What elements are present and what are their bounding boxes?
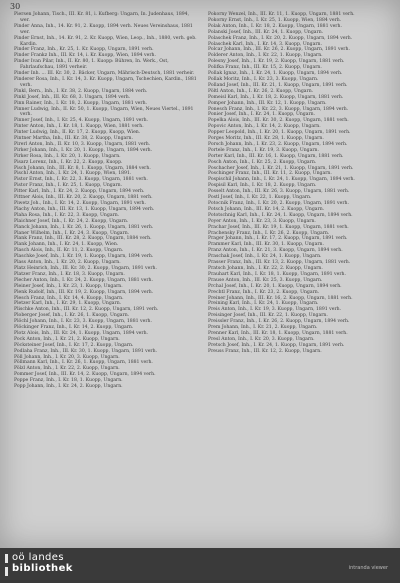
directory-entry: Pirker Johann, Inh., I. Kr. 20, 1. Kuopp, Ungarn, 1894 verh. <box>14 147 153 153</box>
directory-entry: Porges Moritz, Inh., III. Kr. 28, 1. Kuopp, Ungarn. <box>208 136 324 142</box>
directory-entry: Prammer Karl, Inh., III. Kr. 30, 1. Kuopp, Ungarn. <box>208 242 324 248</box>
directory-entry: Porter Karl, Inh., III. Kr. 16, 1. Kuopp, Ungarn, 1881 verh. <box>208 153 344 159</box>
library-logo-icon <box>5 554 8 576</box>
directory-entry: Preuss Franz, Inh., III. Kr. 12, 2. Kuopp, Ungarn. <box>208 348 322 354</box>
directory-entry: Polland Josef, Inh., III. Kr. 21, 1. Kuopp, Ungarn, 1891 verh. <box>208 82 348 88</box>
directory-entry: Plöchl Johann, Inh., I. Kr. 23, 3. Kuopp, Ungarn, 1881 verh. <box>14 319 152 325</box>
directory-entry: Pöll Johann, Inh., I. Kr. 20, 3. Kuopp, Ungarn. <box>14 354 120 360</box>
directory-entry: Pleiner Josef, Inh., I. Kr. 23, 1. Kuopp, Ungarn. <box>14 283 123 289</box>
directory-entry: Pomeisl Karl, Inh., I. Kr. 18, 2. Kuopp, Ungarn, 1881 verh. <box>208 94 344 100</box>
right-column <box>208 12 393 355</box>
directory-entry: Preisinger Josef, Inh., III. Kr. 22, 1. Kuopp, Ungarn. <box>208 313 328 319</box>
directory-entry: Plotz Alois, Inh., III. Kr. 24, 1. Kuopp, Ungarn, 1894 verh. <box>14 330 149 336</box>
left-column <box>14 12 199 390</box>
directory-entry: Pitter Karl, Inh., I. Kr. 24, 2. Kuopp, Ungarn, 1894 verh. <box>14 189 145 195</box>
directory-entry: Pistor Franz, Inh., I. Kr. 25, 1. Kuopp, Ungarn. <box>14 183 123 189</box>
directory-entry: Poppe Franz, Inh., I. Kr. 18, 1. Kuopp, Ungarn. <box>14 378 123 384</box>
directory-entry: Platz Heinrich, Inh., III. Kr. 30, 2. Kuopp, Ungarn, 1891 verh. <box>14 265 157 271</box>
directory-entry: Plöckinger Franz, Inh., I. Kr. 14, 2. Kuopp, Ungarn. <box>14 325 134 331</box>
directory-entry: Posselt Anton, Inh., III. Kr. 26, 3. Kuopp, Ungarn, 1881 verh. <box>208 189 350 195</box>
directory-entry: Praschak Josef, Inh., I. Kr. 24, 1. Kuopp, Ungarn. <box>208 254 322 260</box>
directory-entry: Plecher Anton, Inh., I. Kr. 24, 2. Kuopp, Ungarn, 1881 verh. <box>14 277 153 283</box>
directory-entry: Ploberger Josef, Inh., I. Kr. 26, 1. Kuopp, Ungarn. <box>14 313 130 319</box>
directory-entry: Popelka Alois, Inh., III. Kr. 30, 2. Kuopp, Ungarn, 1881 verh. <box>208 118 349 124</box>
directory-entry: Plachy Anton, Inh., III. Kr. 13, 1. Kuopp, Ungarn, 1894 verh. <box>14 206 155 212</box>
directory-entry: Popovic Anton, Inh., I. Kr. 14, 2. Kuopp, Ungarn. <box>208 124 321 130</box>
directory-entry: Pletzer Karl, Inh., I. Kr. 29, 1. Kuopp, Ungarn. <box>14 301 122 307</box>
directory-entry: Pinkl, Bern., Inh., I. Kr. 38, 2. Kuopp, Ungarn, 1884 verh. <box>14 88 148 94</box>
directory-entry: Polesny Josef, Inh., I. Kr. 19, 2. Kuopp, Ungarn, 1881 verh. <box>208 59 345 65</box>
directory-entry: Pinder Ernst, Inh., 14. Kr. 91, 2. Kr. Kuopp, Wien, Leop., Inh., 1880, verh. geb. Kardin. <box>14 35 197 47</box>
directory-entry: Pöltl Anton, Inh., I. Kr. 26, 2. Kuopp, Ungarn. <box>208 88 314 94</box>
directory-entry: Pölzl Anton, Inh., I. Kr. 22, 2. Kuopp, Ungarn. <box>14 366 120 372</box>
directory-entry: Polak Anton, Inh., I. Kr. 18, 2. Kuopp, Ungarn, 1881 verh. <box>208 23 342 29</box>
directory-entry: Pisarz Lorenz, Inh., I. Kr. 22, 2. Kuopp, Kuopp. <box>14 159 123 165</box>
directory-entry: Poschinger Franz, Inh., III. Kr. 11, 2. Kuopp, Ungarn. <box>208 171 332 177</box>
directory-entry: Pretsch Josef, Inh., I. Kr. 24, 1. Kuopp, Ungarn, 1891 verh. <box>208 342 345 348</box>
directory-entry: Prem Johann, Inh., I. Kr. 21, 2. Kuopp, Ungarn. <box>208 325 318 331</box>
directory-entry: Prauhart Karl, Inh., I. Kr. 18, 1. Kuopp, Ungarn, 1891 verh. <box>208 271 346 277</box>
directory-entry: Plank Johann, Inh., I. Kr. 24, 1. Kuopp, Wien. <box>14 242 119 248</box>
directory-entry: Pirerl Anton, Inh., II. Kr. 10, 3. Kuopp, Ungarn, 1881 verh. <box>14 141 151 147</box>
directory-entry: Preining Karl, Inh., I. Kr. 24, 1. Kuopp, Ungarn. <box>208 301 319 307</box>
directory-entry: Pischl Anton, Inh., I. Kr. 24, 1. Kuopp, Wien, 1891. <box>14 171 132 177</box>
directory-entry: Popper Leopold, Inh., I. Kr. 20, 1. Kuopp, Ungarn, 1891 verh. <box>208 130 351 136</box>
directory-entry: Piwetz Joh., Inh., I. Kr. 14, 2. Kuopp, Ungarn, 1891 verh. <box>14 201 146 206</box>
directory-entry: Preis Anton, Inh., I. Kr. 19, 3. Kuopp, Ungarn, 1891 verh. <box>208 307 342 313</box>
directory-entry: Pirker Rosa, Inh., I. Kr. 20, 1. Kuopp, Ungarn. <box>14 153 121 159</box>
directory-entry: Polifka Franz, Inh., III. Kr. 15, 2. Kuopp, Ungarn. <box>208 65 322 71</box>
directory-entry: Popp Johann, Inh., I. Kr. 24, 2. Kuopp, Ungarn. <box>14 384 123 390</box>
directory-entry: Posch Anton, Inh., I. Kr. 25, 2. Kuopp, Ungarn. <box>208 159 317 165</box>
directory-entry: Potocnik Franz, Inh., I. Kr. 20, 2. Kuopp, Ungarn, 1891 verh. <box>208 201 349 206</box>
directory-entry: Plaha Rosa, Inh., I. Kr. 22, 3. Kuopp, Ungarn. <box>14 212 120 218</box>
page-number: 30 <box>10 2 21 11</box>
directory-entry: Pratsch Johann, Inh., I. Kr. 22, 2. Kuopp, Ungarn. <box>208 265 323 271</box>
directory-entry: Prachensky Franz, Inh., I. Kr. 26, 2. Kuopp, Ungarn. <box>208 230 330 236</box>
directory-entry: Pinner Josef, Inh., I. Kr. 25, 4. Kuopp, Ungarn, 1891 verh. <box>14 118 149 124</box>
directory-entry: Pock Anton, Inh., I. Kr. 21, 2. Kuopp, Ungarn. <box>14 336 120 342</box>
directory-entry: Pinn Rainer, Inh., I. Kr. 18, 2. Kuopp, Ungarn, 1881 verh. <box>14 100 148 106</box>
directory-entry: Pistor Ernst, Inh., I. Kr. 22, 3. Kuopp, Ungarn, 1881 verh. <box>14 177 148 183</box>
directory-entry: Prenner Karl, Inh., III. Kr. 18, 1. Kuopp, Ungarn, 1881 verh. <box>208 330 348 336</box>
directory-entry: Pisch Johann, Inh., III. Kr. 8, 1. Kuopp, Ungarn, 1884 verh. <box>14 165 151 171</box>
directory-entry: Pinder Franz, Inh., Kr. 25, 1. Kr. Kuopp, Ungarn, 1891 verh. <box>14 47 154 53</box>
directory-entry: Presl Anton, Inh., I. Kr. 20, 3. Kuopp, Ungarn. <box>208 336 315 342</box>
directory-entry: Portele Franz, Inh., I. Kr. 19, 3. Kuopp, Ungarn. <box>208 147 319 153</box>
directory-entry: Ponesch Franz, Inh., I. Kr. 22, 3. Kuopp, Ungarn, 1894 verh. <box>208 106 349 112</box>
directory-entry: Pinder Ivan Pilar, Inh., II. Kr. 80, 1. Kuopp: Bühren, In. Werk., Ost, Fahrlaufschau, 1891 verheir. <box>14 59 169 71</box>
directory-entry: Prachar Josef, Inh., III. Kr. 19, 1. Kuopp, Ungarn, 1881 verh. <box>208 224 349 230</box>
directory-entry: Prechtl Franz, Inh., I. Kr. 23, 2. Kuopp, Ungarn. <box>208 289 320 295</box>
directory-entry: Pintner Martha, Inh., III. Kr. 38, 2. Kuopp, Ungarn. <box>14 136 133 142</box>
directory-entry: Planck Johann, Inh., I. Kr. 26, 1. Kuopp, Ungarn, 1881 verh. <box>14 224 154 230</box>
directory-entry: Prasser Franz, Inh., III. Kr. 13, 2. Kuopp, Ungarn, 1881 verh. <box>208 260 351 266</box>
directory-entry: Pollak Moritz, Inh., I. Kr. 23, 3. Kuopp, Ungarn. <box>208 76 319 82</box>
directory-entry: Preiner Johann, Inh., III. Kr. 16, 2. Kuopp, Ungarn, 1881 verh. <box>208 295 353 301</box>
directory-entry: Pinner Ludwig, Inh., II. Kr. 50, 1. Kuopp, Ungarn, Wien, Neues Viertel., 1891 verh. <box>14 106 194 118</box>
directory-entry: Plass Anton, Inh., I. Kr. 20, 2. Kuopp, Ungarn. <box>14 260 121 266</box>
directory-entry: Pinder Frankz Inh., III. Kr. 14, i. Kr. Kuopp, Wien, 1894 verh. <box>14 53 156 59</box>
directory-entry: Plesch Franz, Inh., I. Kr. 14, 4. Kuopp, Ungarn. <box>14 295 124 301</box>
directory-entry: Plaschke Josef, Inh., I. Kr. 19, 1. Kuopp, Ungarn, 1894 verh. <box>14 254 154 260</box>
directory-entry: Pospisil Karl, Inh., I. Kr. 18, 2. Kuopp, Ungarn. <box>208 183 317 189</box>
directory-entry: Plaichner Josef, Inh., I. Kr. 24, 2. Kuopp, Ungarn. <box>14 218 129 224</box>
directory-entry: Pranz Anton, Inh., I. Kr. 21, 3. Kuopp, Ungarn, 1894 verh. <box>208 248 343 254</box>
directory-entry: Polcar Johann, Inh., III. Kr. 26, 2. Kuopp, Ungarn, 1891 verh. <box>208 47 350 53</box>
directory-entry: Ponier Josef, Inh., I. Kr. 24, 1. Kuopp, Ungarn. <box>208 112 316 118</box>
logo-line-2: bibliothek <box>12 563 73 574</box>
directory-entry: Pototschnig Karl, Inh., I. Kr. 24, 1. Kuopp, Ungarn, 1894 verh. <box>208 212 353 218</box>
directory-entry: Pollak Ignaz, Inh., I. Kr. 24, 1. Kuopp, Ungarn, 1894 verh. <box>208 71 343 77</box>
viewer-credit[interactable]: intranda viewer <box>348 565 388 571</box>
directory-entry: Pommer Josef, Inh., III. Kr. 14, 2. Kuopp, Ungarn, 1894 verh. <box>14 372 156 378</box>
directory-entry: Prause Anton, Inh., III. Kr. 25, 3. Kuopp, Ungarn. <box>208 277 323 283</box>
logo-line-1: oö landes <box>12 552 64 563</box>
directory-entry: Pöcksteiner Josef, Inh., I. Kr. 17, 2. Kuopp, Ungarn. <box>14 342 134 348</box>
directory-entry: Pinter Ludwig, Inh., II. Kr. 17, 2. Kuopp, Kuopp, Wien. <box>14 130 141 136</box>
directory-entry: Pomper Johann, Inh., III. Kr. 12, 1. Kuopp, Ungarn. <box>208 100 327 106</box>
directory-entry: Pokorny Ernst, Inh., I. Kr. 25, 1. Kuopp, Wien, 1884 verh. <box>208 17 342 23</box>
directory-entry: Plischke Anton, Inh., III. Kr. 12, 2. Kuopp, Ungarn, 1891 verh. <box>14 307 159 313</box>
directory-entry: Polderer Anton, Inh., I. Kr. 22, 1. Kuopp, Ungarn. <box>208 53 323 59</box>
directory-entry: Piersen Johann, Tisch., III. Kr. 81, i. Kufberg: Ungarn, In. Judenhaus, 1894, wer. <box>14 12 190 23</box>
directory-entry: Polanski Josef, Inh., III. Kr. 24, 1. Kuopp, Ungarn. <box>208 29 324 35</box>
directory-entry: Pinkl Josef, Inh., III. Kr. 68, 3. Ungarn, 1894 verh. <box>14 94 131 100</box>
directory-entry: Potsch Johann, Inh., III. Kr. 14, 2. Kuopp, Ungarn. <box>208 206 325 212</box>
directory-entry: Postl Josef, Inh., I. Kr. 22, 1. Kuopp, Ungarn. <box>208 195 312 201</box>
directory-entry: Plenk Rudolf, Inh., III. Kr. 19, 2. Kuopp, Ungarn, 1894 verh. <box>14 289 154 295</box>
directory-entry: Plank Franz, Inh., III. Kr. 28, 2. Kuopp, Ungarn, 1884 verh. <box>14 236 152 242</box>
directory-entry: Porsch Johann, Inh., I. Kr. 23, 2. Kuopp, Ungarn, 1894 verh. <box>208 141 348 147</box>
directory-entry: Preissler Franz, Inh., I. Kr. 26, 2. Kuopp, Ungarn, 1894 verh. <box>208 319 350 325</box>
directory-entry: Poschacher Josef, Inh., I. Kr. 21, 1. Kuopp, Ungarn, 1891 verh. <box>208 165 354 171</box>
directory-entry: Plasch Alois, Inh., II. Kr. 11, 2. Kuopp, Ungarn. <box>14 248 124 254</box>
directory-entry: Planer Wilhelm, Inh., I. Kr. 24, 3. Kuopp, Ungarn. <box>14 230 130 236</box>
directory-entry: Pinder Anna, Inh., 14. Kr. 91, 2. Kuopp, 1894 verh. Neues Vereinshaus, 1881 wer. <box>14 23 193 35</box>
directory-entry: Pokorny Wenzel, Inh., III. Kr. 11, 1. Kuopp, Ungarn, 1881 verh. <box>208 12 355 17</box>
directory-entry: Pinter Anton, Inh., I. Kr. 18, 1. Kuopp, Wien, 1881 verh. <box>14 124 144 130</box>
directory-entry: Pinder Inh. ... III. Kr. 30, 2. Bäcker, Ungarn, Mährisch-Deutsch, 1881 verheir. <box>14 71 195 77</box>
directory-entry: Polaschek Franz, Inh., I. Kr. 20, 2. Kuopp, Ungarn, 1894 verh. <box>208 35 353 41</box>
library-logo[interactable] <box>12 552 73 574</box>
directory-entry: Platzer Franz, Inh., I. Kr. 18, 3. Kuopp, Ungarn. <box>14 271 125 277</box>
directory-entry: Pittner Alois, Inh., III. Kr. 20, 2. Kuopp, Ungarn, 1881 verh. <box>14 195 153 201</box>
directory-entry: Prager Johann, Inh., I. Kr. 17, 2. Kuopp, Ungarn, 1891 verh. <box>208 236 348 242</box>
directory-entry: Prchal Josef, Inh., I. Kr. 20, 1. Kuopp, Ungarn, 1894 verh. <box>208 283 342 289</box>
directory-entry: Pospischil Johann, Inh., I. Kr. 24, 1. Kuopp, Ungarn, 1894 verh. <box>208 177 355 183</box>
directory-entry: Podlaha Franz, Inh., III. Kr. 30, 1. Kuopp, Ungarn, 1891 verh. <box>14 348 158 354</box>
directory-entry: Polaschek Karl, Inh., I. Kr. 14, 3. Kuopp, Ungarn. <box>208 41 322 47</box>
directory-entry: Poyer Anton, Inh., I. Kr. 23, 3. Kuopp, Ungarn. <box>208 218 316 224</box>
directory-entry: Pinderer Rosa, Inh., I. Kr. 14, 3. Kr. Kuopp, Ungarn, Tschechien, Kardin., 1881 verh. <box>14 76 197 88</box>
directory-entry: Pöllmann Karl, Inh., I. Kr. 26, 1. Kuopp, Ungarn, 1881 verh. <box>14 360 153 366</box>
